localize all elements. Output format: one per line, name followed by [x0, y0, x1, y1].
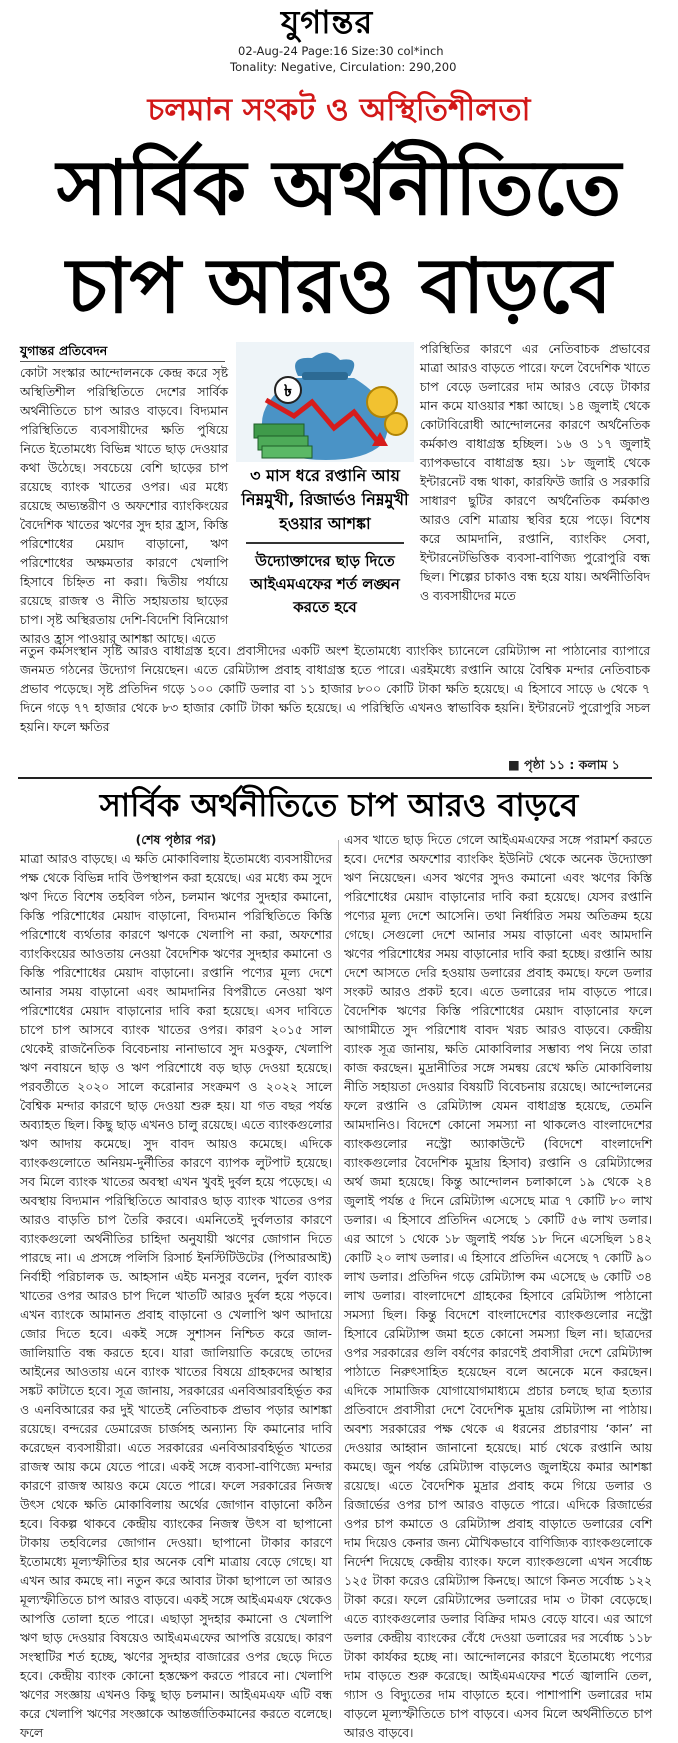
article-column-right [420, 340, 650, 642]
coin-icon [367, 387, 397, 417]
continuation-column-right [344, 831, 652, 1740]
money-bag-chart-illustration [236, 342, 414, 462]
article-paragraph: পরিস্থিতির কারণে এর নেতিবাচক প্রভাবের মাত্রা আরও বাড়তে পারে। ফলে বৈদেশিক খাতে চাপ বেড়ে ডলারের দাম আরও বেড়ে টাকার মান কমে যাওয়ার শঙ্কা আছে। ১৪ জুলাই থেকে কোটাবিরোধী আন্দোলনের কারণে অর্থনৈতিক কর্মকাণ্ড বাধাগ্রস্ত হচ্ছিল। ১৬ ও ১৭ জুলাই ব্যাপকভাবে বাধাগ্রস্ত হয়। ১৮ জুলাই থেকে ইন্টারনেট বন্ধ থাকা, কারফিউ জারি ও সরকারি সাধারণ ছুটির কারণে অর্থনৈতিক কর্মকাণ্ড আরও বেশি মাত্রায় স্থবির হয়ে পড়ে। বিশেষ করে আমদানি, রপ্তানি, ব্যাংকিং সেবা, ইন্টারনেটভিত্তিক ব্যবসা-বাণিজ্য পুরোপুরি বন্ধ ছিল। শিল্পের চাকাও বন্ধ হয়ে যায়। অর্থনীতিবিদ ও ব্যবসায়ীদের মতে [420, 342, 650, 603]
continued-on-page-note: ■ পৃষ্ঠা ১১ : কলাম ১ [508, 757, 620, 772]
coin-icon [385, 413, 407, 435]
pull-quote-text: উদ্যোক্তাদের ছাড় দিতে আইএমএফের শর্ত লঙ্ঘন করতে হবে [250, 552, 400, 616]
newspaper-logo: যুগান্তর [280, 3, 374, 41]
continuation-headline: সার্বিক অর্থনীতিতে চাপ আরও বাড়বে [99, 786, 579, 824]
bag-tie [302, 372, 348, 380]
continuation-column-left [20, 831, 332, 1740]
article-paragraph: মাত্রা আরও বাড়ছে। এ ক্ষতি মোকাবিলায় ইতোমধ্যে ব্যবসায়ীদের পক্ষ থেকে বিভিন্ন দাবি উপস্থাপন করা হয়েছে। এর মধ্যে কম সুদে ঋণ দিতে বিশেষ তহবিল গঠন, চলমান ঋণের সুদহার কমানো, কিস্তি পরিশোধের মেয়াদ বাড়ানো, বিদ্যমান পরিস্থিতিতে কিস্তি পরিশোধে ব্যর্থতার কারণে ঋণকে খেলাপি না করা, অফশোর ব্যাংকিংয়ের আওতায় নেওয়া বৈদেশিক ঋণের সুদহার কমানো ও কিস্তি পরিশোধের মেয়াদ বাড়ানো। রপ্তানি পণ্যের মূল্য দেশে আনার সময় বাড়ানো এবং আমদানির বিপরীতে নেওয়া ঋণ পরিশোধের মেয়াদ বাড়ানোর দাবি করা হয়েছে। এসব দাবিতে চাপে চাপ আসবে ব্যাংক খাতের ওপর। কারণ ২০১৫ সাল থেকেই রাজনৈতিক বিবেচনায় নানাভাবে সুদ মওকুফ, খেলাপি ঋণ নবায়নে ছাড় ও ঋণ পরিশোধে বড় ছাড় দেওয়া হয়েছে। পরবর্তীতে ২০২০ সালে করোনার সংক্রমণ ও ২০২২ সালে বৈশ্বিক মন্দার কারণে ছাড় দেওয়া শুরু হয়। যা গত বছর পর্যন্ত অব্যাহত ছিল। কিছু ছাড় এখনও চালু রয়েছে। এতে ব্যাংকগুলোর ঋণ আদায় কমেছে। সুদ বাবদ আয়ও কমেছে। এদিকে ব্যাংকগুলোতে অনিয়ম-দুর্নীতির কারণে ব্যাপক লুটপাট হয়েছে। সব মিলে ব্যাংক খাতের অবস্থা এখন খুবই দুর্বল হয়ে পড়েছে। এ অবস্থায় বিদ্যমান পরিস্থিতিতে আবারও ছাড় ব্যাংক খাতের ওপর আরও বাড়তি চাপ তৈরি করবে। এমনিতেই দুর্বলতার কারণে ব্যাংকগুলো অর্থনীতির চাহিদা অনুযায়ী ঋণের জোগান দিতে পারছে না। এ প্রসঙ্গে পলিসি রিসার্চ ইনস্টিটিউটের (পিআরআই) নির্বাহী পরিচালক ড. আহসান এইচ মনসুর বলেন, দুর্বল ব্যাংক খাতের ওপর আরও চাপ দিলে খাতটি আরও দুর্বল হয়ে পড়বে। এখন ব্যাংকে আমানত প্রবাহ বাড়ানো ও খেলাপি ঋণ আদায়ে জোর দিতে হবে। একই সঙ্গে সুশাসন নিশ্চিত করে জাল-জালিয়াতি বন্ধ করতে হবে। যারা জালিয়াতি করেছে তাদের আইনের আওতায় এনে ব্যাংক খাতের বিষয়ে গ্রাহকদের আস্থার সঙ্কট কাটাতে হবে। সূত্র জানায়, সরকারের এনবিআরবহির্ভূত কর ও এনবিআরের কর দুই খাতেই নেতিবাচক প্রভাব পড়ার আশঙ্কা রয়েছে। বন্দরের ডেমারেজ চার্জসহ অন্যান্য ফি কমানোর দাবি করেছেন ব্যবসায়ীরা। এতে সরকারের এনবিআরবহির্ভূত খাতের রাজস্ব আয় কমে যেতে পারে। একই সঙ্গে ব্যবসা-বাণিজ্যে মন্দার কারণে রাজস্ব আয়ও কমে যেতে পারে। ফলে সরকারের নিজস্ব উৎস থেকে ক্ষতি মোকাবিলায় অর্থের জোগান বাড়ানো কঠিন হবে। বিকল্প থাকবে কেন্দ্রীয় ব্যাংকের নিজস্ব উৎস বা ছাপানো টাকায় তহবিলের জোগান দেওয়া। ছাপানো টাকার কারণে ইতোমধ্যে মূল্যস্ফীতির হার অনেক বেশি মাত্রায় বেড়ে গেছে। যা এখন আর কমছে না। নতুন করে আবার টাকা ছাপালে তা আরও মূল্যস্ফীতিতে চাপ আরও বাড়বে। একই সঙ্গে আইএমএফ থেকেও আপত্তি তোলা হতে পারে। এছাড়া সুদহার কমানো ও খেলাপি ঋণ ছাড় দেওয়ার বিষয়েও আইএমএফের আপত্তি রয়েছে। কারণ সংস্থাটির শর্ত হচ্ছে, ঋণের সুদহার বাজারের ওপর ছেড়ে দিতে হবে। কেন্দ্রীয় ব্যাংক কোনো হস্তক্ষেপ করতে পারবে না। খেলাপি ঋণের সংজ্ঞায় এখনও কিছু ছাড় চলমান। আইএমএফ এটি বন্ধ করে খেলাপি ঋণের সংজ্ঞাকে আন্তর্জাতিকমানের করতে বলেছে। ফলে [20, 852, 332, 1740]
main-headline-line-1: সার্বিক অর্থনীতিতে [56, 143, 622, 232]
section-divider [18, 777, 652, 779]
kicker-headline: চলমান সংকট ও অস্থিতিশীলতা [147, 92, 531, 128]
byline: যুগান্তর প্রতিবেদন [20, 343, 108, 358]
taka-sign-icon: ৳ [284, 381, 292, 400]
main-headline-line-2: চাপ আরও বাড়বে [66, 241, 612, 330]
article-wide-paragraph [20, 642, 650, 757]
clipping-meta-line: Tonality: Negative, Circulation: 290,200 [230, 60, 457, 74]
masthead [0, 0, 678, 80]
pull-quote-box [236, 342, 414, 634]
article-paragraph: নতুন কর্মসংস্থান সৃষ্টি আরও বাধাগ্রস্ত হবে। প্রবাসীদের একটি অংশ ইতোমধ্যে ব্যাংকিং চ্যানেলে রেমিট্যান্স না পাঠানোর ব্যাপারে জনমত গঠনের উদ্যোগ নিয়েছেন। এতে রেমিট্যান্স প্রবাহ বাধাগ্রস্ত হতে পারে। এরইমধ্যে রপ্তানি আয়ে বৈশ্বিক মন্দার নেতিবাচক প্রভাব পড়েছে। সৃষ্ট প্রতিদিন গড়ে ১০০ কোটি ডলার বা ১১ হাজার ৮০০ কোটি টাকা ক্ষতি হয়েছে। এ হিসাবে সাড়ে ৬ থেকে ৭ দিনে গড়ে ৭৭ হাজার থেকে ৮৩ হাজার কোটি টাকা ক্ষতি হয়েছে। এ পরিস্থিতি এখনও স্বাভাবিক হয়নি। ইন্টারনেট পুরোপুরি সচল হয়নি। ফলে ক্ষতির [20, 644, 650, 734]
pull-quote-highlight: ৩ মাস ধরে রপ্তানি আয় নিম্নমুখী, রিজার্ভও নিম্নমুখী হওয়ার আশঙ্কা [241, 466, 409, 533]
article-paragraph: কোটা সংস্কার আন্দোলনকে কেন্দ্র করে সৃষ্ট অস্থিতিশীল পরিস্থিতিতে দেশের সার্বিক অর্থনীতিতে চাপ আরও বাড়বে। বিদ্যমান পরিস্থিতিতে ব্যবসায়ীদের ক্ষতি পুষিয়ে নিতে ইতোমধ্যে বিভিন্ন খাতে ছাড় দেওয়ার কথা উঠেছে। সবচেয়ে বেশি ছাড়ের চাপ রয়েছে ব্যাংক খাতের ওপর। এর মধ্যে রয়েছে অভ্যন্তরীণ ও অফশোর ব্যাংকিংয়ের বৈদেশিক খাতের ঋণের সুদ হার হ্রাস, কিস্তি পরিশোধের মেয়াদ বাড়ানো, ঋণ পরিশোধের অক্ষমতার কারণে খেলাপি হিসাবে চিহ্নিত না করা। দ্বিতীয় পর্যায়ে রয়েছে রাজস্ব ও নীতি সহায়তায় ছাড়ের চাপ। সৃষ্ট অস্থিরতায় দেশি-বিদেশি বিনিয়োগ আরও হ্রাস পাওয়ার আশঙ্কা আছে। এতে [20, 366, 228, 646]
continued-from-note: (শেষ পৃষ্ঠার পর) [135, 833, 217, 847]
byline-rule [20, 361, 225, 362]
clipping-meta-line: 02-Aug-24 Page:16 Size:30 col*inch [238, 44, 444, 58]
column-separator [338, 840, 339, 1610]
article-paragraph: এসব খাতে ছাড় দিতে গেলে আইএমএফের সঙ্গে পরামর্শ করতে হবে। দেশের অফশোর ব্যাংকিং ইউনিট থেকে অনেক উদ্যোক্তা ঋণ নিয়েছেন। এসব ঋণের সুদও কমানো এবং ঋণের কিস্তি পরিশোধের মেয়াদ বাড়ানোর দাবি করা হয়েছে। যেসব রপ্তানি পণ্যের মূল্য দেশে আসেনি। তথা নির্ধারিত সময় অতিক্রম হয়ে গেছে। সেগুলো দেশে আনার সময় বাড়ানো এবং আমদানি ঋণের পরিশোধের সময় বাড়ানোর দাবি করা হচ্ছে। রপ্তানি আয় দেশে আসতে দেরি হওয়ায় ডলারের প্রবাহ কমছে। ফলে ডলার সংকট আরও প্রকট হবে। এতে ডলারের দাম বাড়তে পারে। বৈদেশিক ঋণের কিস্তি পরিশোধের মেয়াদ বাড়ানোর ফলে আগামীতে সুদ পরিশোধ বাবদ খরচ আরও বাড়বে। কেন্দ্রীয় ব্যাংক সূত্র জানায়, ক্ষতি মোকাবিলার সম্ভাব্য পথ নিয়ে তারা কাজ করছেন। মুদ্রানীতির সঙ্গে সমন্বয় রেখে ক্ষতি মোকাবিলায় নীতি সহায়তা দেওয়ার বিষয়টি বিবেচনায় রয়েছে। আন্দোলনের ফলে রপ্তানি ও রেমিট্যান্স যেমন বাধাগ্রস্ত হয়েছে, তেমনি আমদানিও। বিদেশে কোনো সমস্যা না থাকলেও বাংলাদেশের ব্যাংকগুলোর নস্ট্রো অ্যাকাউন্টে (বিদেশে বাংলাদেশি ব্যাংকগুলোর বৈদেশিক মুদ্রায় হিসাব) রপ্তানি ও রেমিট্যান্সের অর্থ জমা হয়েছে। কিন্তু আন্দোলন চলাকালে ১৯ থেকে ২৪ জুলাই পর্যন্ত ৫ দিনে রেমিট্যান্স এসেছে মাত্র ৭ কোটি ৮০ লাখ ডলার। এ হিসাবে প্রতিদিন এসেছে ১ কোটি ৫৬ লাখ ডলার। এর আগে ১ থেকে ১৮ জুলাই পর্যন্ত ১৮ দিনে এসেছিল ১৪২ কোটি ২০ লাখ ডলার। এ হিসাবে প্রতিদিন এসেছে ৭ কোটি ৯০ লাখ ডলার। প্রতিদিন গড়ে রেমিট্যান্স কম এসেছে ৬ কোটি ৩৪ লাখ ডলার। বাংলাদেশে গ্রাহকের হিসাবে রেমিট্যান্স পাঠানো সমস্যা ছিল। কিন্তু বিদেশে বাংলাদেশের ব্যাংকগুলোর নস্ট্রো হিসাবে রেমিট্যান্স জমা হতে কোনো সমস্যা ছিল না। ছাত্রদের ওপর সরকারের গুলি বর্ষণের কারণেই প্রবাসীরা দেশে রেমিট্যান্স পাঠাতে নিরুৎসাহিত হয়েছেন বলে অনেকে মনে করছেন। এদিকে সামাজিক যোগাযোগমাধ্যমে প্রচার চলছে ছাত্র হত্যার প্রতিবাদে প্রবাসীরা দেশে বৈদেশিক মুদ্রায় রেমিট্যান্স না পাঠায়। অবশ্য সরকারের পক্ষ থেকে এ ধরনের প্রচারণায় ‘কান’ না দেওয়ার আহ্বান জানানো হয়েছে। মার্চ থেকে রপ্তানি আয় কমছে। জুন পর্যন্ত রেমিট্যান্স বাড়লেও জুলাইয়ে কমার আশঙ্কা রয়েছে। এতে বৈদেশিক মুদ্রার প্রবাহ কমে গিয়ে ডলার ও রিজার্ভের ওপর চাপ আরও বাড়তে পারে। এদিকে রিজার্ভের ওপর চাপ কমাতে ও রেমিট্যান্স প্রবাহ বাড়াতে ডলারের বেশি দাম দিয়েও কেনার জন্য মৌখিকভাবে বাণিজ্যিক ব্যাংকগুলোকে নির্দেশ দিয়েছে কেন্দ্রীয় ব্যাংক। ফলে ব্যাংকগুলো এখন সর্বোচ্চ ১২৫ টাকা করেও রেমিট্যান্স কিনছে। আগে কিনত সর্বোচ্চ ১২২ টাকা করে। ফলে রেমিট্যান্সের ডলারের দাম ৩ টাকা বেড়েছে। এতে ব্যাংকগুলোর ডলার বিক্রির দামও বেড়ে যাবে। এর আগে ডলার কেন্দ্রীয় ব্যাংকের বেঁধে দেওয়া ডলারের দর সর্বোচ্চ ১১৮ টাকা কার্যকর হচ্ছে না। আন্দোলনের কারণে ইতোমধ্যে পণ্যের দাম বাড়তে শুরু করেছে। আইএমএফের শর্তে জ্বালানি তেল, গ্যাস ও বিদ্যুতের দাম বাড়াতে হবে। পাশাপাশি ডলারের দাম বাড়লে মূল্যস্ফীতিতে চাপ বাড়বে। এসব মিলে অর্থনীতিতে চাপ আরও বাড়বে। [344, 833, 652, 1740]
article-column-left [20, 364, 228, 644]
banknote-icon [262, 446, 312, 458]
pull-quote-divider [246, 542, 404, 544]
